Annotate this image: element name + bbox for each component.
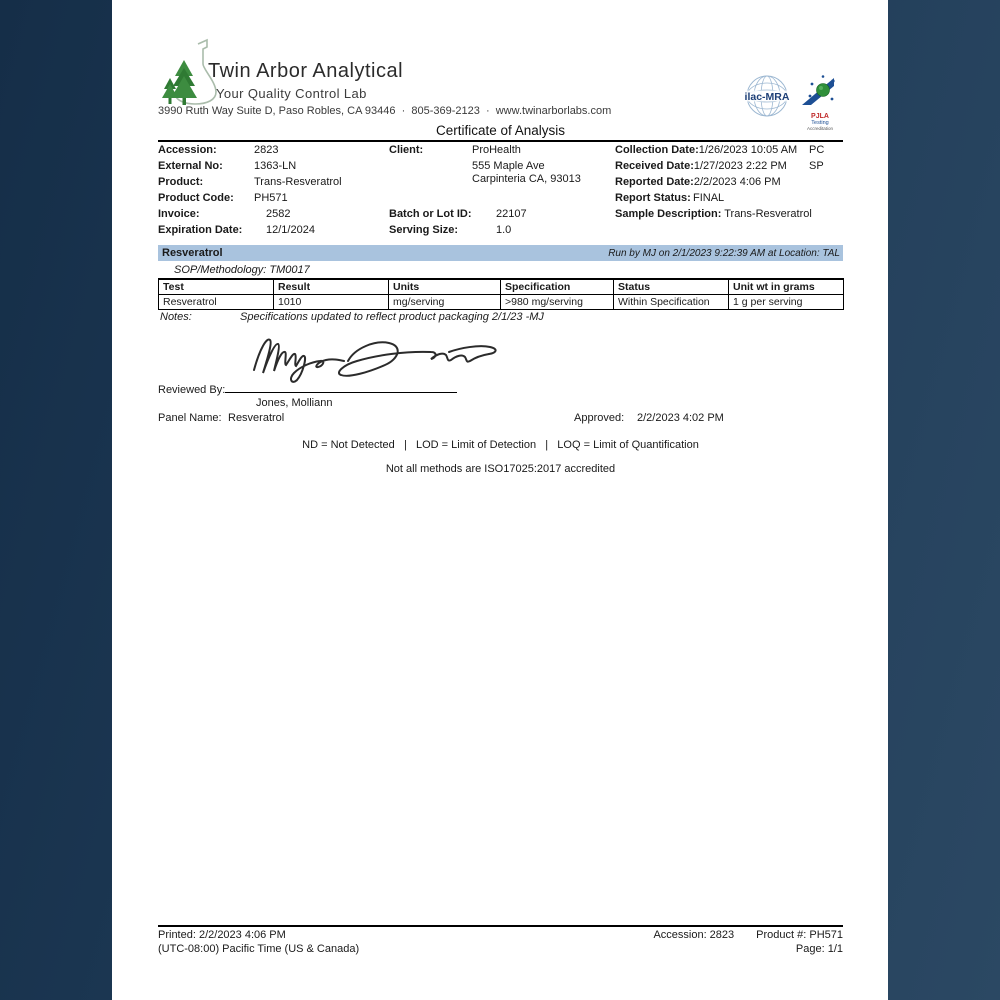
field-serving-size: Serving Size: 1.0	[389, 224, 512, 236]
table-header-row	[159, 279, 844, 294]
panel-title: Resveratrol	[162, 247, 223, 259]
sop-methodology: SOP/Methodology: TM0017	[174, 264, 310, 276]
field-invoice: Invoice: 2582	[158, 208, 291, 220]
field-report-status: Report Status: FINAL	[615, 192, 725, 204]
pjla-name: PJLA	[811, 113, 829, 120]
approved-label: Approved:	[574, 412, 625, 424]
pjla-testing: Testing	[811, 120, 829, 126]
header-rule	[158, 140, 843, 142]
iso-note: Not all methods are ISO17025:2017 accredited	[385, 463, 616, 475]
col-specification: Specification	[501, 279, 614, 294]
footer-accession: Accession: 2823	[653, 929, 735, 941]
field-collection-date: Collection Date:1/26/2023 10:05 AM	[615, 144, 798, 156]
company-tagline: Your Quality Control Lab	[216, 86, 367, 101]
pjla-accreditation: Accreditation	[806, 126, 833, 131]
approved-value: 2/2/2023 4:02 PM	[637, 412, 724, 424]
col-unit-wt: Unit wt in grams	[729, 279, 844, 294]
received-initials: SP	[809, 160, 824, 172]
results-table	[158, 278, 844, 310]
client-address-2: Carpinteria CA, 93013	[472, 173, 581, 185]
footer-printed: Printed: 2/2/2023 4:06 PM	[158, 929, 286, 941]
footer-product: Product #: PH571	[756, 929, 843, 941]
cell-units: mg/serving	[389, 294, 501, 309]
footer-timezone: (UTC-08:00) Pacific Time (US & Canada)	[158, 943, 360, 955]
panel-header-band	[158, 245, 843, 261]
col-result: Result	[274, 279, 389, 294]
signature-image	[238, 328, 513, 389]
col-units: Units	[389, 279, 501, 294]
field-received-date: Received Date:1/27/2023 2:22 PM	[615, 160, 787, 172]
field-batch-lot-id: Batch or Lot ID: 22107	[389, 208, 527, 220]
field-external-no: External No: 1363-LN	[158, 160, 297, 172]
company-address: 3990 Ruth Way Suite D, Paso Robles, CA 93446 · 805-369-2123 · www.twinarborlabs.com	[158, 105, 612, 117]
field-client: Client: ProHealth	[389, 144, 521, 156]
company-name: Twin Arbor Analytical	[208, 60, 404, 82]
notes-label: Notes:	[160, 311, 192, 323]
col-status: Status	[614, 279, 729, 294]
footer-rule	[158, 925, 843, 927]
footer-page: Page: 1/1	[795, 943, 843, 955]
pine-tree-icon	[162, 60, 197, 105]
field-product-code: Product Code: PH571	[158, 192, 288, 204]
field-accession: Accession: 2823	[158, 144, 279, 156]
field-product: Product: Trans-Resveratrol	[158, 176, 342, 188]
reviewer-name: Jones, Molliann	[256, 397, 333, 409]
notes-text: Specifications updated to reflect product packaging 2/1/23 -MJ	[240, 311, 544, 323]
collection-initials: PC	[809, 144, 825, 156]
client-address-1: 555 Maple Ave	[472, 160, 545, 172]
panel-name-row	[158, 411, 284, 426]
field-expiration-date: Expiration Date: 12/1/2024	[158, 224, 315, 236]
footer-right-row	[543, 928, 843, 943]
cell-specification: >980 mg/serving	[501, 294, 614, 309]
ilac-mra-text: ilac-MRA	[744, 91, 790, 103]
field-reported-date: Reported Date:2/2/2023 4:06 PM	[615, 176, 781, 188]
reviewed-by-label: Reviewed By:	[158, 384, 226, 396]
cell-test: Resveratrol	[159, 294, 274, 309]
field-sample-description: Sample Description: Trans-Resveratrol	[615, 208, 812, 220]
certificate-page	[112, 0, 888, 1000]
signature-line	[225, 381, 457, 393]
panel-run-info: Run by MJ on 2/1/2023 9:22:39 AM at Location: TAL	[608, 247, 840, 259]
cell-result: 1010	[274, 294, 389, 309]
panel-name-label: Panel Name:	[158, 412, 222, 424]
table-row	[159, 294, 844, 309]
cell-unit-wt: 1 g per serving	[729, 294, 844, 309]
cell-status: Within Specification	[614, 294, 729, 309]
legend-text: ND = Not Detected | LOD = Limit of Detection | LOQ = Limit of Quantification	[302, 439, 699, 451]
ilac-mra-logo	[742, 74, 792, 123]
panel-name-value: Resveratrol	[228, 412, 285, 424]
document-title: Certificate of Analysis	[435, 123, 566, 138]
col-test: Test	[159, 279, 274, 294]
